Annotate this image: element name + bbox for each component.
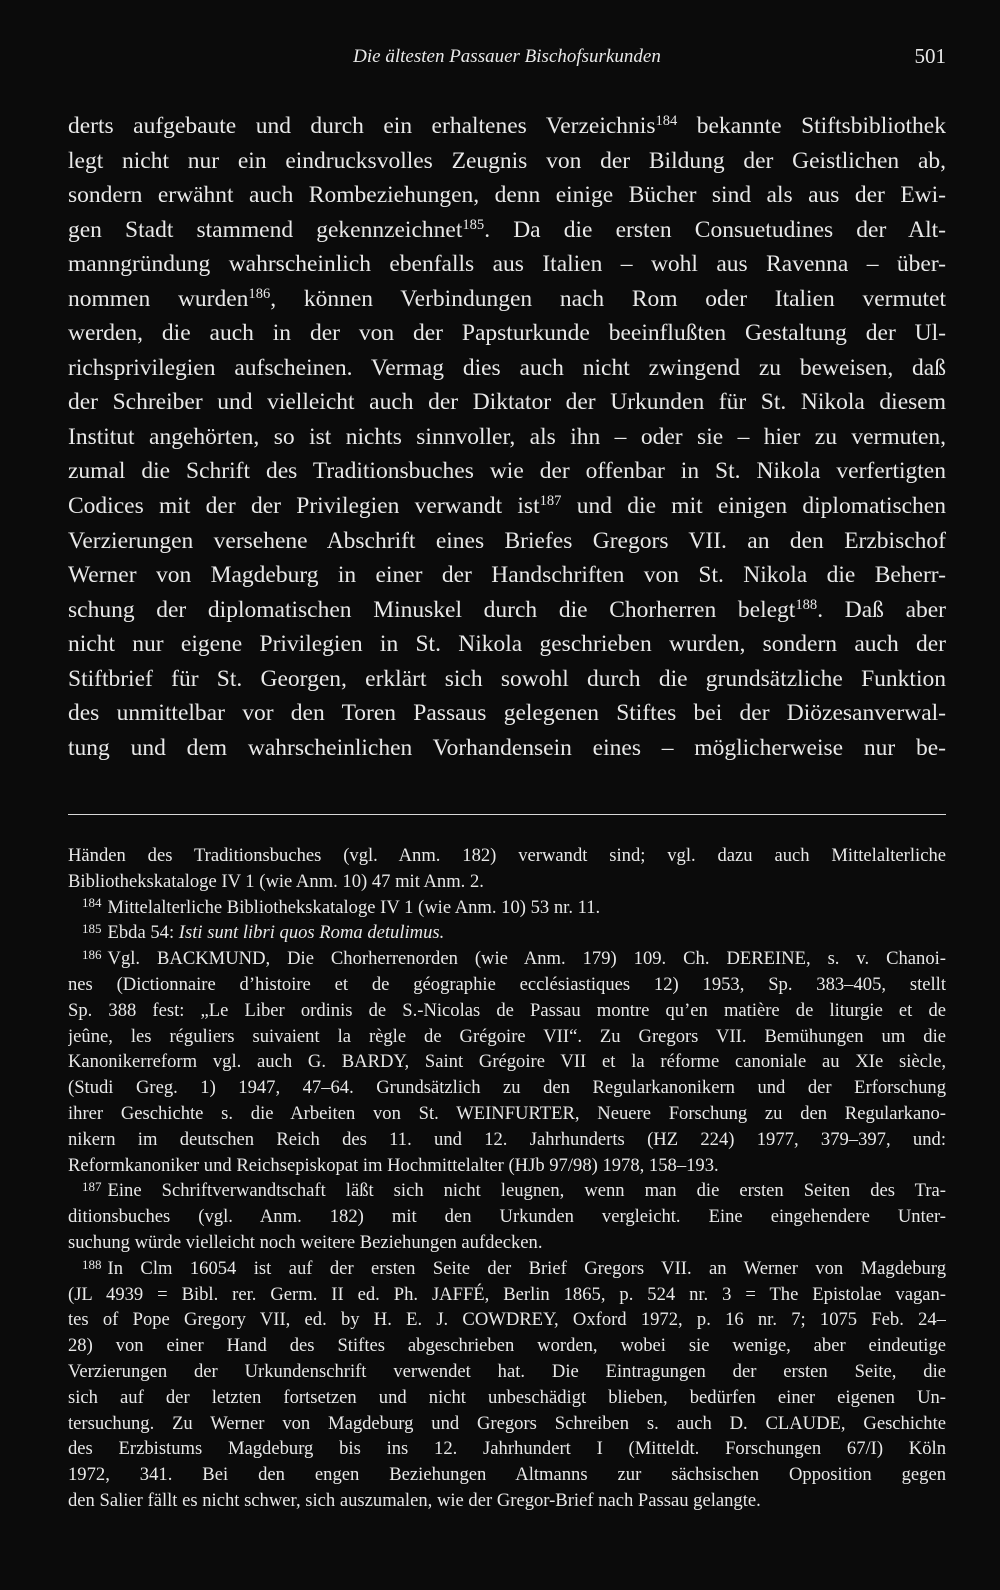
footnote-line: $^{188}$ In Clm 16054 ist auf der ersten Seite der Brief Gregors VII. an Werner von Magdeburg: [82, 1256, 946, 1279]
body-line: manngründung wahrscheinlich ebenfalls aus Italien – wohl aus Ravenna – über-: [68, 251, 946, 278]
body-line: werden, die auch in der von der Papsturkunde beeinflußten Gestaltung der Ul-: [68, 320, 946, 347]
body-line: nommen wurden$^{186}$, können Verbindungen nach Rom oder Italien vermutet: [68, 285, 946, 312]
footnote-line: 1972, 341. Bei den engen Beziehungen Altmanns zur sächsischen Opposition gegen: [68, 1464, 946, 1486]
body-line: Stiftbrief für St. Georgen, erklärt sich sowohl durch die grundsätzliche Funktion: [68, 665, 946, 692]
body-line: nicht nur eigene Privilegien in St. Nikola geschrieben wurden, sondern auch der: [68, 631, 946, 658]
footnote-reference: 188: [795, 596, 818, 613]
footnote-line: sich auf der letzten fortsetzen und nicht unbeschädigt blieben, bedürfen einer eigenen Un-: [68, 1386, 946, 1408]
footnote-line: $^{184}$ Mittelalterliche Bibliothekskataloge IV 1 (wie Anm. 10) 53 nr. 11.: [82, 895, 601, 918]
footnote-line: $^{187}$ Eine Schriftverwandtschaft läßt sich nicht leugnen, wenn man die ersten Seiten des Tra-: [82, 1179, 946, 1202]
footnote-number: 184: [82, 895, 102, 911]
body-line: legt nicht nur ein eindrucksvolles Zeugnis von der Bildung der Geistlichen ab,: [68, 147, 946, 174]
body-text: [68, 109, 946, 765]
latin-quote: Isti sunt libri quos Roma detulimus.: [178, 922, 445, 944]
footnote-line: tes of Pope Gregory VII, ed. by H. E. J. COWDREY, Oxford 1972, p. 16 nr. 7; 1075 Feb. 24–: [68, 1309, 946, 1331]
footnote-line: des Erzbistums Magdeburg bis ins 12. Jahrhundert I (Mitteldt. Forschungen 67/I) Köln: [68, 1438, 946, 1460]
body-line: Werner von Magdeburg in einer der Handschriften von St. Nikola die Beherr-: [68, 562, 946, 589]
footnote-line: Reformkanoniker und Reichsepiskopat im Hochmittelalter (HJb 97/98) 1978, 158–193.: [68, 1154, 719, 1176]
footnote-line: tersuchung. Zu Werner von Magdeburg und Gregors Schreiben s. auch D. CLAUDE, Geschichte: [68, 1412, 946, 1434]
footnote-line: $^{185}$ Ebda 54: Isti sunt libri quos Roma detulimus.: [82, 921, 445, 944]
body-line: schung der diplomatischen Minuskel durch die Chorherren belegt$^{188}$. Daß aber: [68, 596, 946, 623]
footnote-number: 188: [82, 1256, 102, 1272]
footnote-line: Sp. 388 fest: „Le Liber ordinis de S.-Nicolas de Passau montre qu’en matière de liturgie et de: [68, 999, 946, 1021]
body-line: sondern erwähnt auch Rombeziehungen, denn einige Bücher sind als aus der Ewi-: [68, 182, 946, 209]
footnote-line: nes (Dictionnaire d’histoire et de géographie ecclésiastiques 12) 1953, Sp. 383–405, stellt: [68, 973, 946, 995]
footnote-number: 187: [82, 1179, 102, 1195]
body-line: des unmittelbar vor den Toren Passaus gelegenen Stiftes bei der Diözesanverwal-: [68, 700, 946, 727]
footnote-number: 185: [82, 921, 102, 937]
footnote-line: (JL 4939 = Bibl. rer. Germ. II ed. Ph. JAFFÉ, Berlin 1865, p. 524 nr. 3 = The Epistolae vagan-: [68, 1283, 946, 1305]
footnote-divider: [68, 814, 946, 815]
footnote-reference: 184: [655, 113, 678, 129]
footnote-reference: 186: [248, 285, 271, 302]
body-line: Codices mit der der Privilegien verwandt ist$^{187}$ und die mit einigen diplomatischen: [68, 493, 946, 520]
footnote-line: (Studi Greg. 1) 1947, 47–64. Grundsätzlich zu den Regularkanonikern und der Erforschung: [68, 1077, 946, 1099]
body-line: der Schreiber und vielleicht auch der Diktator der Urkunden für St. Nikola diesem: [68, 389, 946, 416]
footnote-reference: 187: [539, 493, 562, 510]
body-line: richsprivilegien aufscheinen. Vermag dies auch nicht zwingend zu beweisen, daß: [68, 354, 946, 381]
footnote-line: 28) von einer Hand des Stiftes abgeschrieben worden, wobei sie wenige, aber eindeutige: [68, 1335, 946, 1357]
body-line: zumal die Schrift des Traditionsbuches wie der offenbar in St. Nikola verfertigten: [68, 458, 946, 485]
footnote-line: ditionsbuches (vgl. Anm. 182) mit den Urkunden vergleicht. Eine eingehendere Unter-: [68, 1206, 946, 1228]
footnotes: [68, 843, 946, 1514]
body-line: gen Stadt stammend gekennzeichnet$^{185}$. Da die ersten Consuetudines der Alt-: [68, 216, 946, 243]
footnote-line: suchung würde vielleicht noch weitere Beziehungen aufdecken.: [68, 1231, 543, 1253]
footnote-line: Händen des Traditionsbuches (vgl. Anm. 182) verwandt sind; vgl. dazu auch Mittelalterliche: [68, 845, 946, 866]
footnote-reference: 185: [462, 216, 485, 233]
footnote-line: Bibliothekskataloge IV 1 (wie Anm. 10) 47 mit Anm. 2.: [68, 870, 484, 892]
body-line: Verzierungen versehene Abschrift eines Briefes Gregors VII. an den Erzbischof: [68, 527, 946, 554]
page-number: 501: [914, 44, 946, 68]
footnote-line: $^{186}$ Vgl. BACKMUND, Die Chorherrenorden (wie Anm. 179) 109. Ch. DEREINE, s. v. Chanoi-: [82, 946, 946, 970]
footnote-number: 186: [82, 946, 102, 962]
footnote-line: jeûne, les réguliers suivaient la règle de Grégoire VII“. Zu Gregors VII. Bemühungen um die: [68, 1025, 946, 1047]
footnote-line: nikern im deutschen Reich des 11. und 12. Jahrhunderts (HZ 224) 1977, 379–397, und:: [68, 1128, 946, 1150]
body-line: tung und dem wahrscheinlichen Vorhandensein eines – möglicherweise nur be-: [68, 734, 946, 761]
footnote-line: Kanonikerreform vgl. auch G. BARDY, Saint Grégoire VII et la réforme canoniale au XIe siècle,: [68, 1051, 946, 1073]
running-title: Die ältesten Passauer Bischofsurkunden: [353, 46, 661, 67]
footnote-line: Verzierungen der Urkundenschrift verwendet hat. Die Eintragungen der ersten Seite, die: [68, 1360, 946, 1382]
body-line: derts aufgebaute und durch ein erhaltenes Verzeichnis$^{184}$ bekannte Stiftsbibliothek: [68, 113, 946, 139]
footnote-line: ihrer Geschichte s. die Arbeiten von St. WEINFURTER, Neuere Forschung zu den Regularkano-: [68, 1102, 946, 1124]
page-header: [68, 42, 946, 78]
footnote-line: den Salier fällt es nicht schwer, sich auszumalen, wie der Gregor-Brief nach Passau gelangte.: [68, 1489, 761, 1511]
body-line: Institut angehörten, so ist nichts sinnvoller, als ihn – oder sie – hier zu vermuten,: [68, 423, 946, 450]
